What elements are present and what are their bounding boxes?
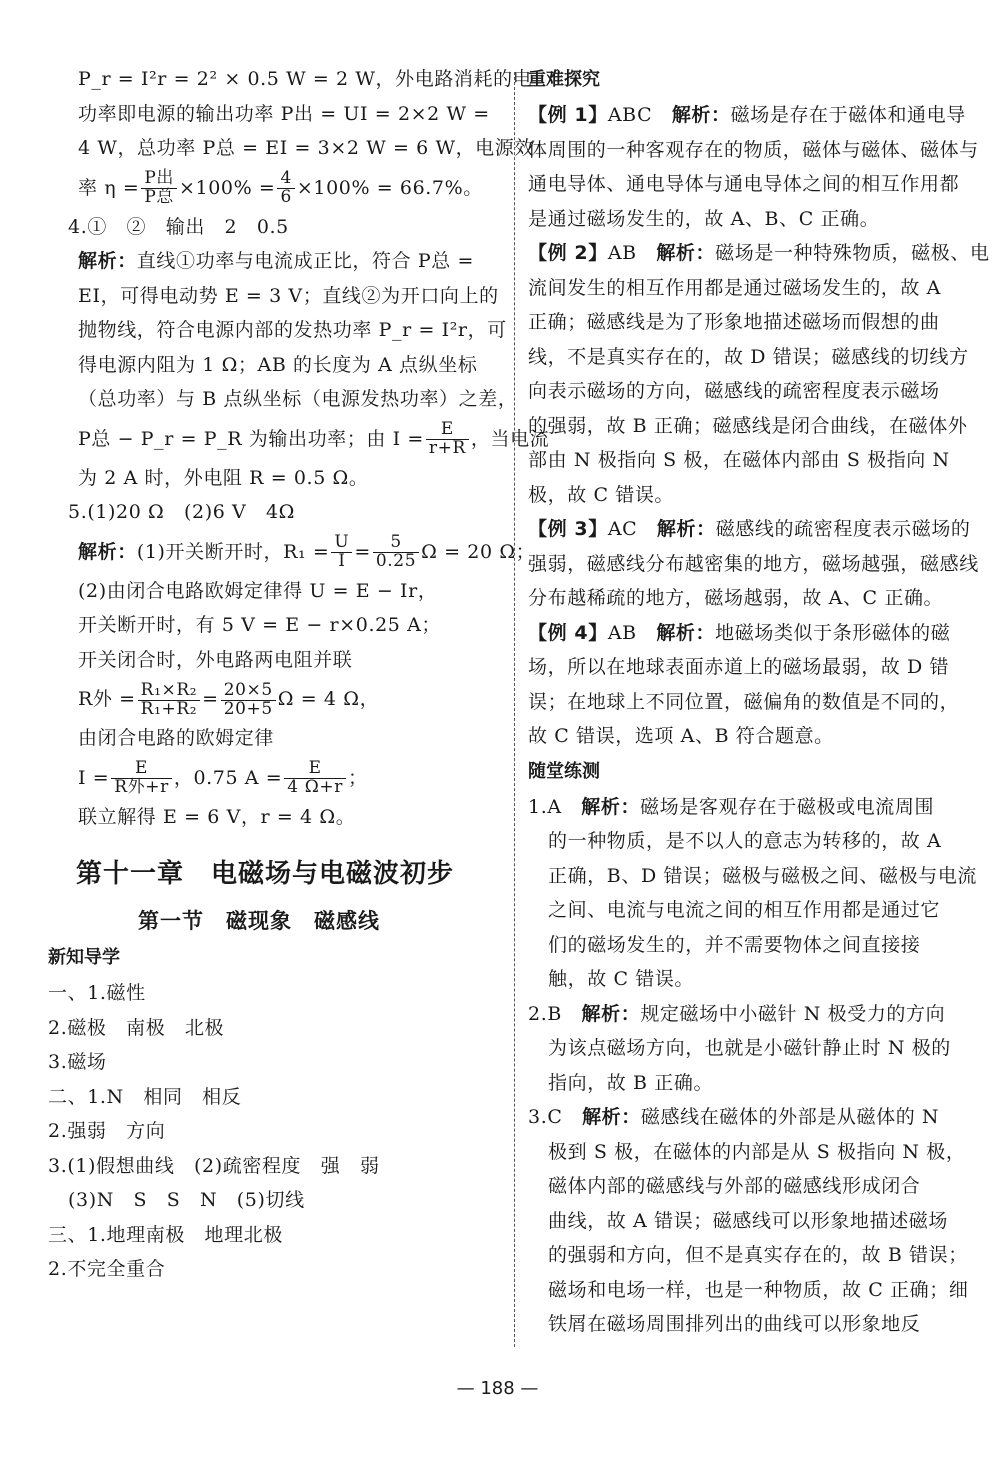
explanation-label: 解析：	[582, 1106, 641, 1128]
text-line: 4 W，总功率 P总 = EI = 3×2 W = 6 W，电源效	[78, 137, 534, 159]
text-line: 误；在地球上不同位置，磁偏角的数值是不同的，	[528, 690, 960, 713]
text-line: 通电导体、通电导体与通电导体之间的相互作用都	[528, 173, 960, 195]
text-line: 故 C 错误，选项 A、B 符合题意。	[528, 725, 834, 747]
explanation-line: 解析：直线①功率与电流成正比，符合 P总 =	[78, 250, 474, 272]
explanation-label: 解析：	[656, 621, 716, 644]
explanation-label: 解析：	[78, 540, 137, 563]
text-line: 铁屑在磁场周围排列出的曲线可以形象地反	[548, 1313, 921, 1335]
text-line: 得电源内阻为 1 Ω；AB 的长度为 A 点纵坐标	[78, 353, 478, 376]
explanation-label: 解析：	[581, 795, 641, 818]
explanation-label: 解析：	[671, 104, 731, 126]
text-line: 之间、电流与电流之间的相互作用都是通过它	[548, 899, 941, 921]
text-line: 触，故 C 错误。	[548, 968, 695, 990]
text-line: 强弱，磁感线分布越密集的地方，磁场越强，磁感线	[528, 552, 979, 575]
answer-line: 2.B 解析：规定磁场中小磁针 N 极受力的方向	[528, 1002, 946, 1025]
text-line: 功率即电源的输出功率 P出 = UI = 2×2 W =	[78, 102, 490, 125]
example-line: 【例 1】ABC 解析：磁场是存在于磁体和通电导	[528, 104, 966, 126]
right-column	[528, 62, 990, 1342]
explanation-line: 解析：(1)开关断开时，R₁ = $\frac{U}{I}$ = $\frac{5}{0.25}$ Ω = 20 Ω；	[78, 532, 536, 571]
text-line: 磁场和电场一样，也是一种物质，故 C 正确；细	[548, 1278, 969, 1301]
formula-line: P总 − P_r = P_R 为输出功率；由 I = $\frac{E}{r+R}$ ，当电流	[78, 419, 550, 458]
heading-practice: 随堂练测	[528, 760, 600, 782]
fraction: $\frac{5}{0.25}$	[373, 534, 419, 571]
example-tag: 【例 3】	[528, 518, 608, 540]
answer-line: 1.A 解析：磁场是客观存在于磁极或电流周围	[528, 795, 935, 818]
efficiency-formula: 率 η = $\frac{\text{P出}}{\text{P总}}$ ×100% = $\frac{4}{6}$ ×100% = 66.7%。	[78, 168, 483, 207]
fraction: $\frac{U}{I}$	[331, 534, 352, 571]
explanation-label: 解析：	[656, 518, 716, 540]
list-item: 3.(1)假想曲线 (2)疏密程度 强 弱	[48, 1154, 380, 1177]
page-number: — 188 —	[456, 1378, 539, 1399]
text-line: 为 2 A 时，外电阻 R = 0.5 Ω。	[78, 466, 369, 489]
explanation-label: 解析：	[581, 1002, 641, 1025]
text-line: 极，故 C 错误。	[528, 483, 675, 506]
text-line: 开关闭合时，外电路两电阻并联	[78, 648, 353, 671]
formula-line: R外 = $\frac{\text{R₁×R₂}}{\text{R₁+R₂}}$ = $\frac{20\times 5}{20+5}$ Ω = 4 Ω，	[78, 679, 380, 719]
text-line: 曲线，故 A 错误；磁感线可以形象地描述磁场	[548, 1209, 949, 1232]
text-line: 正确；磁感线是为了形象地描述磁场而假想的曲	[528, 311, 940, 333]
fraction: $\frac{\text{P出}}{\text{P总}}$	[141, 170, 177, 207]
text-line: 场，所以在地球表面赤道上的磁场最弱，故 D 错	[528, 656, 950, 678]
list-item: 2.强弱 方向	[48, 1120, 166, 1142]
list-item: 一、1.磁性	[48, 982, 146, 1004]
answer-line: 5.(1)20 Ω (2)6 V 4Ω	[68, 501, 296, 523]
text-line: P_r = I²r = 2² × 0.5 W = 2 W，外电路消耗的电	[78, 68, 533, 90]
text-line: EI，可得电动势 E = 3 V；直线②为开口向上的	[78, 284, 499, 307]
text-line: 由闭合电路的欧姆定律	[78, 727, 275, 749]
text-line: 是通过磁场发生的，故 A、B、C 正确。	[528, 207, 880, 230]
text-line: 极到 S 极，在磁体的内部是从 S 极指向 N 极，	[548, 1140, 966, 1163]
fraction: $\frac{E}{\text{R外+r}}$	[111, 760, 172, 797]
text-line: 开关断开时，有 5 V = E − r×0.25 A；	[78, 614, 442, 636]
text-line: 联立解得 E = 6 V，r = 4 Ω。	[78, 805, 356, 828]
example-line: 【例 4】AB 解析：地磁场类似于条形磁体的磁	[528, 621, 951, 644]
text-line: （总功率）与 B 点纵坐标（电源发热功率）之差，	[78, 388, 518, 410]
text-line: 指向，故 B 正确。	[548, 1071, 714, 1094]
example-tag: 【例 4】	[528, 621, 608, 644]
text-line: 们的磁场发生的，并不需要物体之间直接接	[548, 933, 921, 956]
text-line: 的一种物质，是不以人的意志为转移的，故 A	[548, 830, 942, 852]
text-line: 部由 N 极指向 S 极，在磁体内部由 S 极指向 N	[528, 449, 950, 471]
text-line: 流间发生的相互作用都是通过磁场发生的，故 A	[528, 276, 941, 299]
text-line: 线，不是真实存在的，故 D 错误；磁感线的切线方	[528, 345, 969, 368]
section-title: 第一节 磁现象 磁感线	[138, 909, 380, 933]
text-line: 体周围的一种客观存在的物质，磁体与磁体、磁体与	[528, 138, 979, 161]
answer-line: 3.C 解析：磁感线在磁体的外部是从磁体的 N	[528, 1106, 940, 1128]
heading-key-points: 重难探究	[528, 69, 600, 90]
list-item: 三、1.地理南极 地理北极	[48, 1223, 283, 1246]
fraction: $\frac{20\times 5}{20+5}$	[221, 682, 276, 719]
text-line: 为该点磁场方向，也就是小磁针静止时 N 极的	[548, 1037, 951, 1059]
fraction: $\frac{\text{R₁×R₂}}{\text{R₁+R₂}}$	[138, 682, 200, 719]
explanation-label: 解析：	[78, 250, 137, 272]
fraction: $\frac{E}{r+R}$	[426, 421, 469, 458]
answer-line: 4.① ② 输出 2 0.5	[68, 215, 289, 238]
text-line: 正确，B、D 错误；磁极与磁极之间、磁极与电流	[548, 864, 978, 887]
list-item: 2.磁极 南极 北极	[48, 1016, 225, 1039]
text-line: 磁体内部的磁感线与外部的磁感线形成闭合	[548, 1175, 921, 1197]
list-item: 2.不完全重合	[48, 1258, 166, 1280]
fraction: $\frac{E}{4 \Omega+r}$	[284, 760, 346, 797]
example-tag: 【例 1】	[528, 104, 608, 126]
column-divider	[514, 72, 515, 1347]
list-item: (3)N S S N (5)切线	[68, 1189, 305, 1211]
example-tag: 【例 2】	[528, 242, 608, 264]
text-line: 的强弱，故 B 正确；磁感线是闭合曲线，在磁体外	[528, 414, 968, 437]
example-line: 【例 2】AB 解析：磁场是一种特殊物质，磁极、电	[528, 242, 990, 264]
text-line: 分布越稀疏的地方，磁场越弱，故 A、C 正确。	[528, 587, 944, 609]
text-line: 向表示磁场的方向，磁感线的疏密程度表示磁场	[528, 380, 940, 402]
formula-line: I = $\frac{E}{\text{R外+r}}$ ，0.75 A = $\frac{E}{4 \Omega+r}$ ；	[78, 758, 368, 797]
list-item: 二、1.N 相同 相反	[48, 1085, 242, 1108]
left-column	[48, 62, 550, 1287]
fraction: $\frac{4}{6}$	[277, 170, 294, 207]
text-line: (2)由闭合电路欧姆定律得 U = E − Ir，	[78, 579, 438, 602]
example-line: 【例 3】AC 解析：磁感线的疏密程度表示磁场的	[528, 518, 971, 540]
text-line: 抛物线，符合电源内部的发热功率 P_r = I²r，可	[78, 319, 507, 341]
explanation-label: 解析：	[656, 242, 716, 264]
heading-new-knowledge: 新知导学	[48, 947, 120, 968]
list-item: 3.磁场	[48, 1051, 107, 1073]
chapter-title: 第十一章 电磁场与电磁波初步	[76, 859, 455, 889]
text-line: 的强弱和方向，但不是真实存在的，故 B 错误；	[548, 1244, 968, 1266]
